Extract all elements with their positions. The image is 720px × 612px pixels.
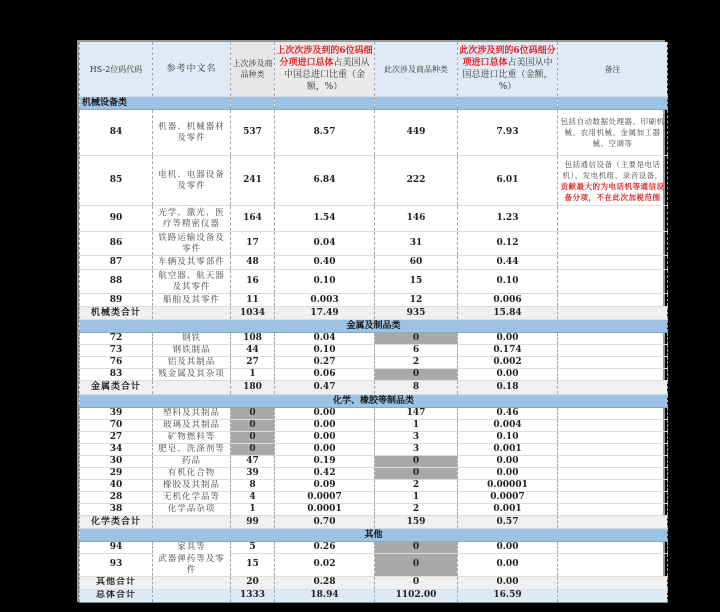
header-curr-share-highlight: 此次涉及到的6位码细分项进口总体 (459, 46, 556, 68)
prev-count: 44 (231, 345, 275, 357)
curr-share: 0.46 (458, 408, 558, 420)
subtotal-curr-count: 159 (375, 516, 458, 529)
hs-code: 90 (80, 206, 153, 232)
product-name: 钢铁 (153, 333, 231, 345)
prev-share: 0.0007 (275, 492, 375, 504)
curr-share: 0.006 (458, 294, 558, 307)
grand-total-row (80, 589, 668, 602)
product-name: 电机、电器设备及零件 (153, 156, 231, 206)
table-row (80, 554, 668, 577)
curr-share: 0.00 (458, 554, 558, 577)
prev-share: 6.84 (275, 156, 375, 206)
curr-share: 0.001 (458, 504, 558, 516)
hs-code: 86 (80, 232, 153, 256)
table-row (80, 456, 668, 468)
prev-share: 0.10 (275, 345, 375, 357)
prev-count: 4 (231, 492, 275, 504)
data-table (79, 42, 668, 603)
subtotal-prev-count: 99 (231, 516, 275, 529)
subtotal-label: 化学类合计 (80, 516, 153, 529)
prev-share: 0.26 (275, 542, 375, 554)
curr-count: 0 (375, 468, 458, 480)
prev-count: 0 (231, 432, 275, 444)
curr-count: 12 (375, 294, 458, 307)
table-row (80, 492, 668, 504)
subtotal-prev-share: 17.49 (275, 307, 375, 320)
prev-share: 0.02 (275, 554, 375, 577)
curr-share: 0.002 (458, 357, 558, 369)
prev-share: 0.00 (275, 432, 375, 444)
table-row (80, 294, 668, 307)
curr-share: 0.174 (458, 345, 558, 357)
table-row (80, 504, 668, 516)
curr-share: 7.93 (458, 110, 558, 156)
subtotal-curr-share: 0.57 (458, 516, 558, 529)
subtotal-prev-share: 0.47 (275, 381, 375, 395)
table-row (80, 110, 668, 156)
total-curr-share: 16.59 (458, 589, 558, 602)
hs-code: 38 (80, 504, 153, 516)
curr-count: 3 (375, 444, 458, 456)
subtotal-prev-share: 0.28 (275, 576, 375, 589)
hs-code: 87 (80, 256, 153, 270)
curr-count: 2 (375, 480, 458, 492)
product-name: 光学、激光、医疗等精密仪器 (153, 206, 231, 232)
prev-count: 0 (231, 444, 275, 456)
subtotal-label: 其他合计 (80, 576, 153, 589)
prev-count: 0 (231, 408, 275, 420)
prev-share: 1.54 (275, 206, 375, 232)
hs-code: 34 (80, 444, 153, 456)
header-code: HS-2位码代码 (80, 42, 153, 97)
curr-count: 146 (375, 206, 458, 232)
prev-share: 0.19 (275, 456, 375, 468)
note-plain: 包括通信设备（主要是电话机）、发电机组、录音设备， (562, 159, 663, 180)
product-name: 贱金属及其杂项 (153, 369, 231, 381)
curr-count: 0 (375, 456, 458, 468)
product-name: 家具等 (153, 542, 231, 554)
section-header-metals (80, 320, 668, 333)
prev-share: 0.04 (275, 232, 375, 256)
prev-share: 0.10 (275, 270, 375, 294)
table-row (80, 270, 668, 294)
curr-share: 0.10 (458, 432, 558, 444)
section-header-machinery (80, 97, 668, 110)
subtotal-prev-share: 0.70 (275, 516, 375, 529)
product-name: 船舶及其零件 (153, 294, 231, 307)
curr-share: 0.00001 (458, 480, 558, 492)
section-title: 金属及制品类 (80, 320, 668, 333)
table-row (80, 432, 668, 444)
product-name: 肥皂、洗涤剂等 (153, 444, 231, 456)
note (558, 156, 668, 206)
hs-code: 73 (80, 345, 153, 357)
header-curr-count: 此次涉及商品种类 (375, 42, 458, 97)
prev-count: 1 (231, 369, 275, 381)
hs-code: 72 (80, 333, 153, 345)
prev-share: 0.27 (275, 357, 375, 369)
prev-share: 0.003 (275, 294, 375, 307)
prev-count: 241 (231, 156, 275, 206)
curr-count: 31 (375, 232, 458, 256)
curr-count: 60 (375, 256, 458, 270)
header-prev-share-highlight: 上次次涉及到的6位码细分项进口总体 (276, 46, 373, 68)
prev-share: 0.00 (275, 444, 375, 456)
section-title: 其他 (80, 529, 668, 542)
subtotal-label: 金属类合计 (80, 381, 153, 395)
hs-code: 39 (80, 408, 153, 420)
subtotal-row (80, 381, 668, 395)
curr-share: 0.00 (458, 369, 558, 381)
table-row (80, 232, 668, 256)
product-name: 无机化学品等 (153, 492, 231, 504)
product-name: 航空器、航天器及其零件 (153, 270, 231, 294)
prev-share: 0.09 (275, 480, 375, 492)
curr-share: 0.001 (458, 444, 558, 456)
table-row (80, 420, 668, 432)
product-name: 药品 (153, 456, 231, 468)
product-name: 化学品杂项 (153, 504, 231, 516)
section-title: 化学、橡胶等制品类 (80, 395, 668, 408)
header-curr-share-rest: 占美国从中国总进口比重（金额，%） (462, 58, 553, 92)
prev-count: 11 (231, 294, 275, 307)
hs-code: 93 (80, 554, 153, 577)
curr-share: 0.00 (458, 468, 558, 480)
curr-count: 222 (375, 156, 458, 206)
prev-count: 8 (231, 480, 275, 492)
curr-count: 3 (375, 432, 458, 444)
hs-code: 76 (80, 357, 153, 369)
table-row (80, 256, 668, 270)
product-name: 铁路运输设备及零件 (153, 232, 231, 256)
header-note: 备注 (558, 42, 668, 97)
curr-share: 0.00 (458, 333, 558, 345)
prev-share: 8.57 (275, 110, 375, 156)
prev-count: 1 (231, 504, 275, 516)
section-header-chemicals (80, 395, 668, 408)
subtotal-curr-share: 15.84 (458, 307, 558, 320)
prev-count: 16 (231, 270, 275, 294)
curr-share: 0.10 (458, 270, 558, 294)
table-row (80, 156, 668, 206)
curr-share: 6.01 (458, 156, 558, 206)
hs-code: 40 (80, 480, 153, 492)
subtotal-curr-count: 0 (375, 576, 458, 589)
prev-count: 17 (231, 232, 275, 256)
total-curr-count: 1102.00 (375, 589, 458, 602)
curr-share: 0.0007 (458, 492, 558, 504)
table-row (80, 333, 668, 345)
product-name: 铝及其制品 (153, 357, 231, 369)
prev-count: 5 (231, 542, 275, 554)
curr-count: 449 (375, 110, 458, 156)
curr-count: 0 (375, 369, 458, 381)
table-row (80, 480, 668, 492)
subtotal-curr-count: 8 (375, 381, 458, 395)
prev-share: 0.0001 (275, 504, 375, 516)
table-row (80, 542, 668, 554)
prev-share: 0.00 (275, 408, 375, 420)
product-name: 矿物燃料等 (153, 432, 231, 444)
hs-code: 84 (80, 110, 153, 156)
hs-code: 30 (80, 456, 153, 468)
curr-count: 147 (375, 408, 458, 420)
subtotal-label: 机械类合计 (80, 307, 153, 320)
prev-count: 0 (231, 420, 275, 432)
table-row (80, 369, 668, 381)
subtotal-curr-share: 0.00 (458, 576, 558, 589)
curr-count: 0 (375, 542, 458, 554)
subtotal-row (80, 516, 668, 529)
hs-code: 70 (80, 420, 153, 432)
hs-code: 85 (80, 156, 153, 206)
curr-count: 2 (375, 504, 458, 516)
table-row (80, 345, 668, 357)
header-prev-share (275, 42, 375, 97)
prev-count: 108 (231, 333, 275, 345)
curr-count: 2 (375, 357, 458, 369)
prev-count: 537 (231, 110, 275, 156)
curr-share: 0.00 (458, 542, 558, 554)
header-prev-share-rest: 占美国从中国总进口比重（金额，%） (283, 58, 370, 92)
subtotal-curr-share: 0.18 (458, 381, 558, 395)
product-name: 有机化合物 (153, 468, 231, 480)
prev-count: 39 (231, 468, 275, 480)
subtotal-prev-count: 1034 (231, 307, 275, 320)
hs-code: 83 (80, 369, 153, 381)
curr-count: 1 (375, 420, 458, 432)
curr-count: 6 (375, 345, 458, 357)
note-highlight: 贡献最大的为电话机等通信设备分项，不在此次加税范围 (560, 181, 665, 202)
table-row (80, 444, 668, 456)
total-prev-count: 1333 (231, 589, 275, 602)
hs-code: 89 (80, 294, 153, 307)
curr-share: 0.004 (458, 420, 558, 432)
prev-count: 164 (231, 206, 275, 232)
product-name: 塑料及其制品 (153, 408, 231, 420)
product-name: 武器弹药等及零件 (153, 554, 231, 577)
curr-share: 0.12 (458, 232, 558, 256)
prev-count: 48 (231, 256, 275, 270)
prev-share: 0.40 (275, 256, 375, 270)
note: 包括自动数据处理器、印刷机械、农用机械、金属加工器械、空调等 (558, 110, 668, 156)
section-header-other (80, 529, 668, 542)
product-name: 机器、机械器材及零件 (153, 110, 231, 156)
table-row (80, 408, 668, 420)
header-prev-count: 上次涉及商品种类 (231, 42, 275, 97)
hs-code: 29 (80, 468, 153, 480)
total-label: 总体合计 (80, 589, 153, 602)
subtotal-row (80, 576, 668, 589)
prev-count: 15 (231, 554, 275, 577)
prev-share: 0.00 (275, 420, 375, 432)
curr-share: 1.23 (458, 206, 558, 232)
product-name: 橡胶及其制品 (153, 480, 231, 492)
hs-code: 88 (80, 270, 153, 294)
prev-count: 47 (231, 456, 275, 468)
prev-share: 0.42 (275, 468, 375, 480)
curr-share: 0.00 (458, 456, 558, 468)
product-name: 车辆及其零部件 (153, 256, 231, 270)
subtotal-curr-count: 935 (375, 307, 458, 320)
header-row (80, 42, 668, 97)
total-prev-share: 18.94 (275, 589, 375, 602)
section-title: 机械设备类 (80, 97, 231, 110)
prev-share: 0.06 (275, 369, 375, 381)
curr-count: 0 (375, 333, 458, 345)
subtotal-row (80, 307, 668, 320)
header-curr-share (458, 42, 558, 97)
hs-code: 27 (80, 432, 153, 444)
product-name: 钢铁制品 (153, 345, 231, 357)
hs-code: 28 (80, 492, 153, 504)
product-name: 玻璃及其制品 (153, 420, 231, 432)
table-row (80, 357, 668, 369)
tariff-comparison-table (77, 40, 665, 602)
subtotal-prev-count: 20 (231, 576, 275, 589)
prev-count: 27 (231, 357, 275, 369)
curr-count: 1 (375, 492, 458, 504)
subtotal-prev-count: 180 (231, 381, 275, 395)
table-row (80, 206, 668, 232)
header-name: 参考中文名 (153, 42, 231, 97)
table-row (80, 468, 668, 480)
curr-count: 0 (375, 554, 458, 577)
curr-count: 15 (375, 270, 458, 294)
hs-code: 94 (80, 542, 153, 554)
curr-share: 0.44 (458, 256, 558, 270)
prev-share: 0.04 (275, 333, 375, 345)
